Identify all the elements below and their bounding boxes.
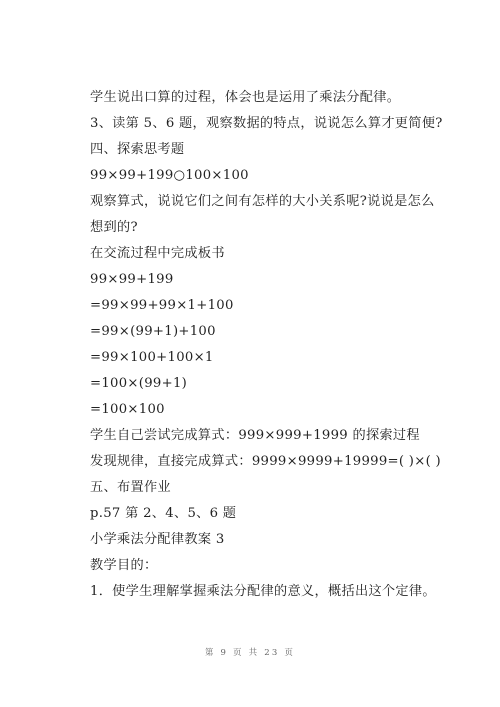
equation-line: =100×(99+1)	[90, 376, 188, 391]
text-line: 观察算式，说说它们之间有怎样的大小关系呢?说说是怎么	[90, 194, 435, 209]
text-line: 发现规律，直接完成算式：9999×9999+19999=( )×( )	[90, 454, 441, 469]
lesson-title: 小学乘法分配律教案 3	[90, 532, 225, 547]
text-line: 3、读第 5、6 题，观察数据的特点，说说怎么算才更简便?	[90, 116, 443, 131]
page-number-footer: 第 9 页 共 23 页	[204, 648, 296, 658]
equation-line: =99×99+99×1+100	[90, 298, 234, 313]
section-heading: 四、探索思考题	[90, 142, 185, 157]
text-line: 在交流过程中完成板书	[90, 246, 225, 261]
equation-line: 99×99+199○100×100	[90, 168, 249, 183]
equation-line: =100×100	[90, 402, 165, 417]
text-line: p.57 第 2、4、5、6 题	[90, 506, 237, 521]
text-line: 1．使学生理解掌握乘法分配律的意义，概括出这个定律。	[90, 584, 436, 599]
equation-line: =99×(99+1)+100	[90, 324, 216, 339]
equation-line: 99×99+199	[90, 272, 174, 287]
section-heading: 五、布置作业	[90, 480, 171, 495]
text-line: 想到的?	[90, 220, 138, 235]
equation-line: =99×100+100×1	[90, 350, 214, 365]
text-line: 教学目的：	[90, 558, 158, 573]
text-line: 学生说出口算的过程，体会也是运用了乘法分配律。	[90, 90, 401, 105]
text-line: 学生自己尝试完成算式：999×999+1999 的探索过程	[90, 428, 420, 443]
